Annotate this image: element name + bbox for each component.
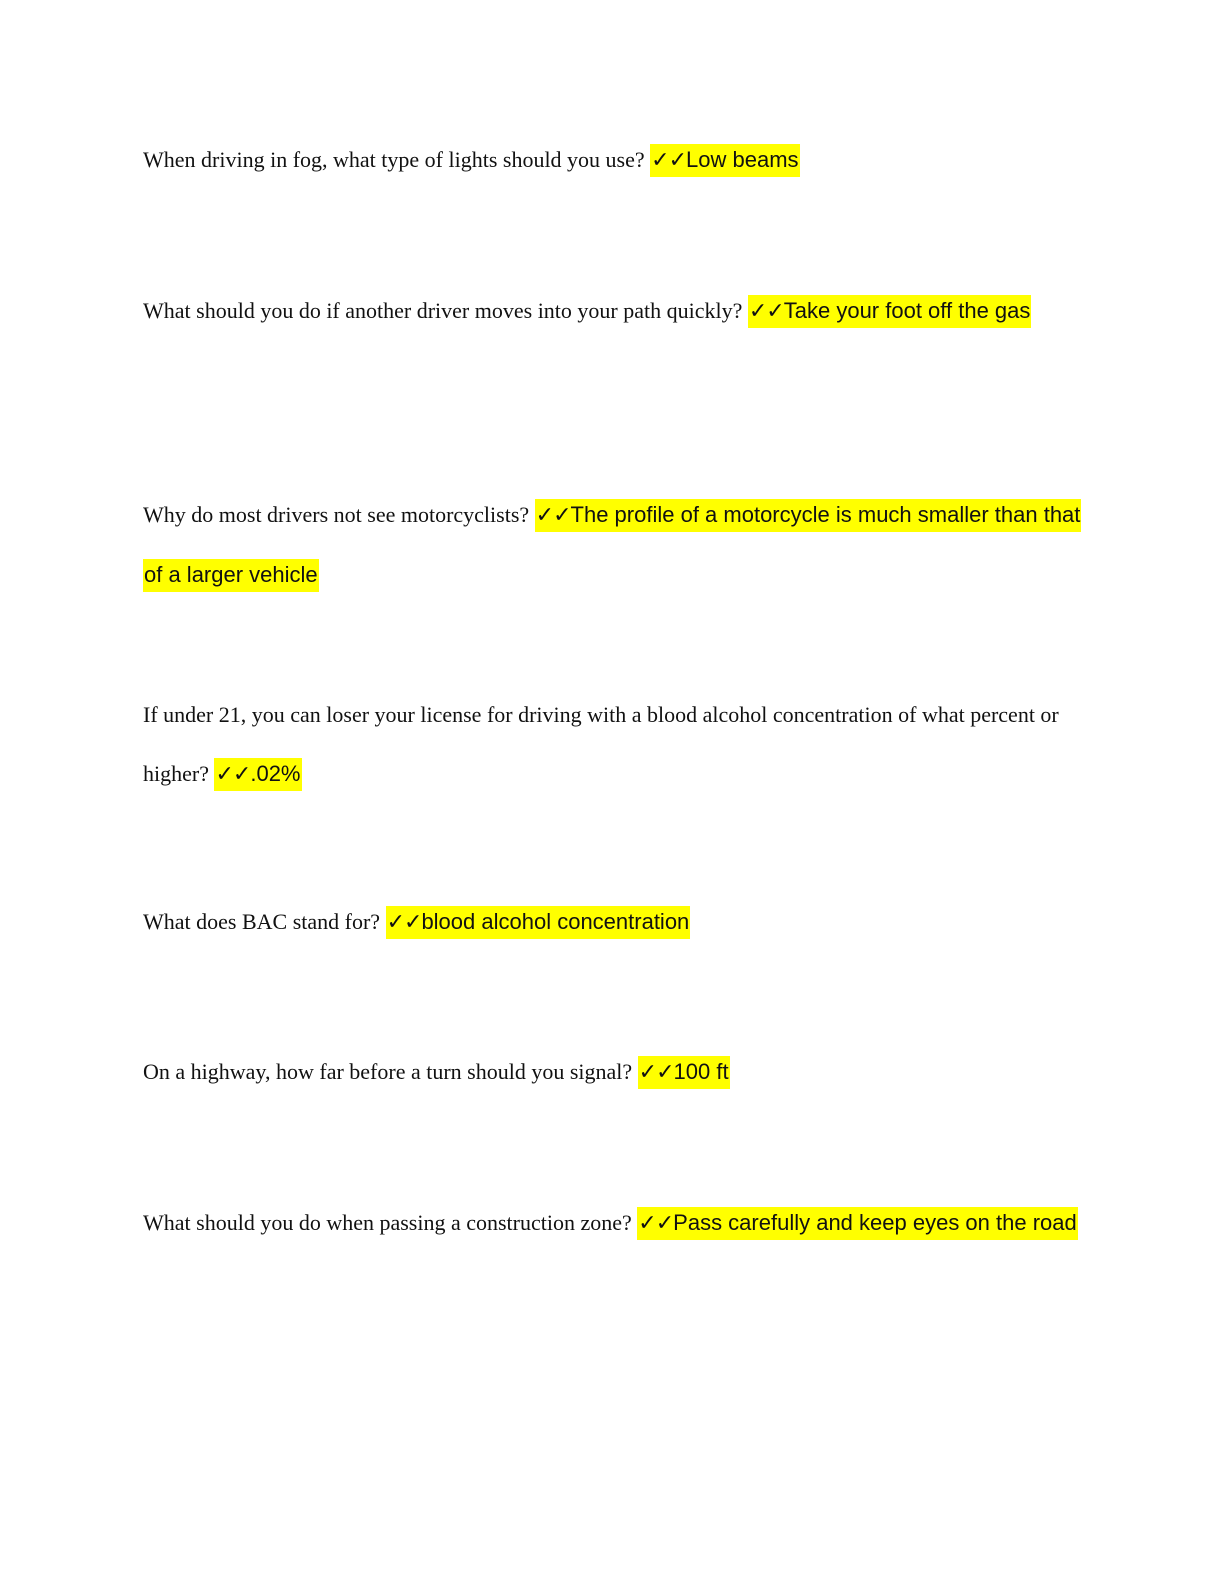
qa-item xyxy=(143,685,1083,804)
question-text: When driving in fog, what type of lights should you use? xyxy=(143,147,645,172)
qa-item xyxy=(143,130,1083,190)
double-check-icon: ✓✓ xyxy=(386,910,422,935)
answer-text: .02% xyxy=(250,761,301,786)
question-text: Why do most drivers not see motorcyclists? xyxy=(143,502,530,527)
double-check-icon: ✓✓ xyxy=(638,1060,674,1085)
question-text: If under 21, you can loser your license for driving with a blood alcohol concentration of what percent or higher? xyxy=(143,702,1059,786)
answer-highlight xyxy=(638,1056,730,1089)
qa-item xyxy=(143,485,1083,604)
answer-text: blood alcohol concentration xyxy=(421,909,690,934)
answer-highlight xyxy=(214,758,301,791)
double-check-icon: ✓✓ xyxy=(638,1211,674,1236)
question-text: What should you do if another driver moves into your path quickly? xyxy=(143,298,743,323)
answer-highlight xyxy=(637,1207,1077,1240)
double-check-icon: ✓✓ xyxy=(535,503,571,528)
question-text: What should you do when passing a construction zone? xyxy=(143,1210,632,1235)
qa-item xyxy=(143,892,1083,952)
answer-text: Pass carefully and keep eyes on the road xyxy=(673,1210,1077,1235)
answer-text: Low beams xyxy=(686,147,799,172)
answer-highlight xyxy=(386,906,691,939)
answer-highlight xyxy=(748,295,1032,328)
answer-highlight xyxy=(650,144,799,177)
question-text: On a highway, how far before a turn should you signal? xyxy=(143,1059,633,1084)
double-check-icon: ✓✓ xyxy=(215,762,251,787)
answer-text: The profile of a motorcycle is much smaller than that of a larger vehicle xyxy=(144,502,1081,587)
qa-item xyxy=(143,281,1083,341)
answer-text: Take your foot off the gas xyxy=(783,298,1031,323)
question-text: What does BAC stand for? xyxy=(143,909,381,934)
double-check-icon: ✓✓ xyxy=(748,299,784,324)
answer-text: 100 ft xyxy=(673,1059,729,1084)
qa-item xyxy=(143,1193,1083,1253)
qa-item xyxy=(143,1042,1083,1102)
double-check-icon: ✓✓ xyxy=(651,148,687,173)
